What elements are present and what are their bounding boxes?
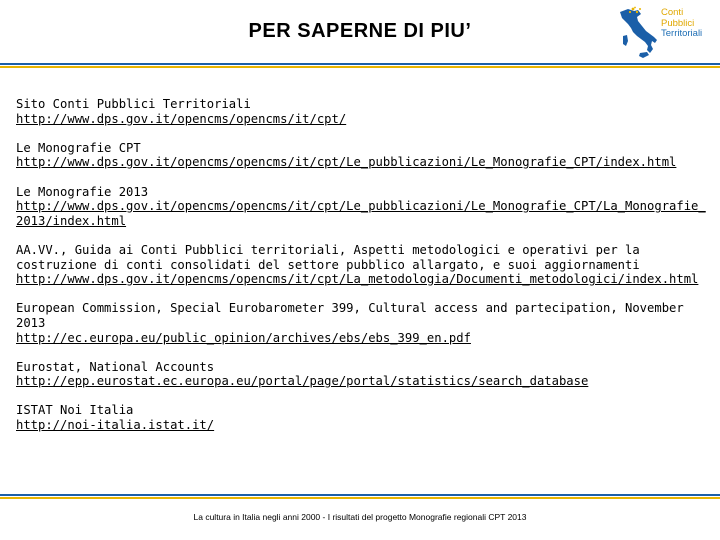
reference-link[interactable]: http://noi-italia.istat.it/ — [16, 418, 215, 433]
footer-divider-gold — [0, 497, 720, 499]
logo-wordmark — [661, 8, 702, 40]
reference-item — [16, 243, 706, 287]
reference-text: Le Monografie CPT — [16, 140, 141, 155]
reference-link[interactable]: http://www.dps.gov.it/opencms/opencms/it/cpt/La_metodologia/Documenti_metodologici/index.html — [16, 272, 699, 287]
reference-text: AA.VV., Guida ai Conti Pubblici territoriali, Aspetti metodologici e operativi per la costruzione di conti consolidati del settore pubblico allargato, e suoi aggiornamenti — [16, 242, 640, 272]
reference-item — [16, 97, 706, 126]
italy-map-icon — [614, 6, 660, 60]
reference-text: Eurostat, National Accounts — [16, 359, 215, 374]
reference-link[interactable]: http://www.dps.gov.it/opencms/opencms/it/cpt/ — [16, 111, 347, 126]
reference-text: ISTAT Noi Italia — [16, 403, 134, 418]
reference-link[interactable]: http://www.dps.gov.it/opencms/opencms/it/cpt/Le_pubblicazioni/Le_Monografie_CPT/index.html — [16, 155, 677, 170]
reference-link[interactable]: http://www.dps.gov.it/opencms/opencms/it/cpt/Le_pubblicazioni/Le_Monografie_CPT/La_Monografie_2013/index.html — [16, 199, 706, 228]
cpt-logo — [614, 4, 714, 60]
reference-text: European Commission, Special Eurobarometer 399, Cultural access and partecipation, November 2013 — [16, 301, 684, 330]
reference-item — [16, 301, 706, 345]
header-divider-gold — [0, 66, 720, 68]
reference-item — [16, 185, 706, 229]
reference-item — [16, 360, 706, 389]
references-list — [16, 97, 706, 447]
page-footer: La cultura in Italia negli anni 2000 - I risultati del progetto Monografie regionali CPT 2013 — [193, 512, 527, 522]
reference-link[interactable]: http://ec.europa.eu/public_opinion/archives/ebs/ebs_399_en.pdf — [16, 330, 471, 345]
reference-item — [16, 141, 706, 170]
footer-divider-blue — [0, 494, 720, 496]
page-title: PER SAPERNE DI PIU’ — [248, 20, 472, 42]
logo-line: Territoriali — [661, 28, 703, 39]
reference-link[interactable]: http://epp.eurostat.ec.europa.eu/portal/page/portal/statistics/search_database — [16, 374, 589, 389]
reference-item — [16, 403, 706, 432]
header-divider-blue — [0, 63, 720, 65]
logo-line: Pubblici — [661, 17, 695, 29]
reference-text: Sito Conti Pubblici Territoriali — [16, 97, 251, 111]
reference-text: Le Monografie 2013 — [16, 184, 149, 199]
logo-line: Conti — [661, 7, 684, 18]
